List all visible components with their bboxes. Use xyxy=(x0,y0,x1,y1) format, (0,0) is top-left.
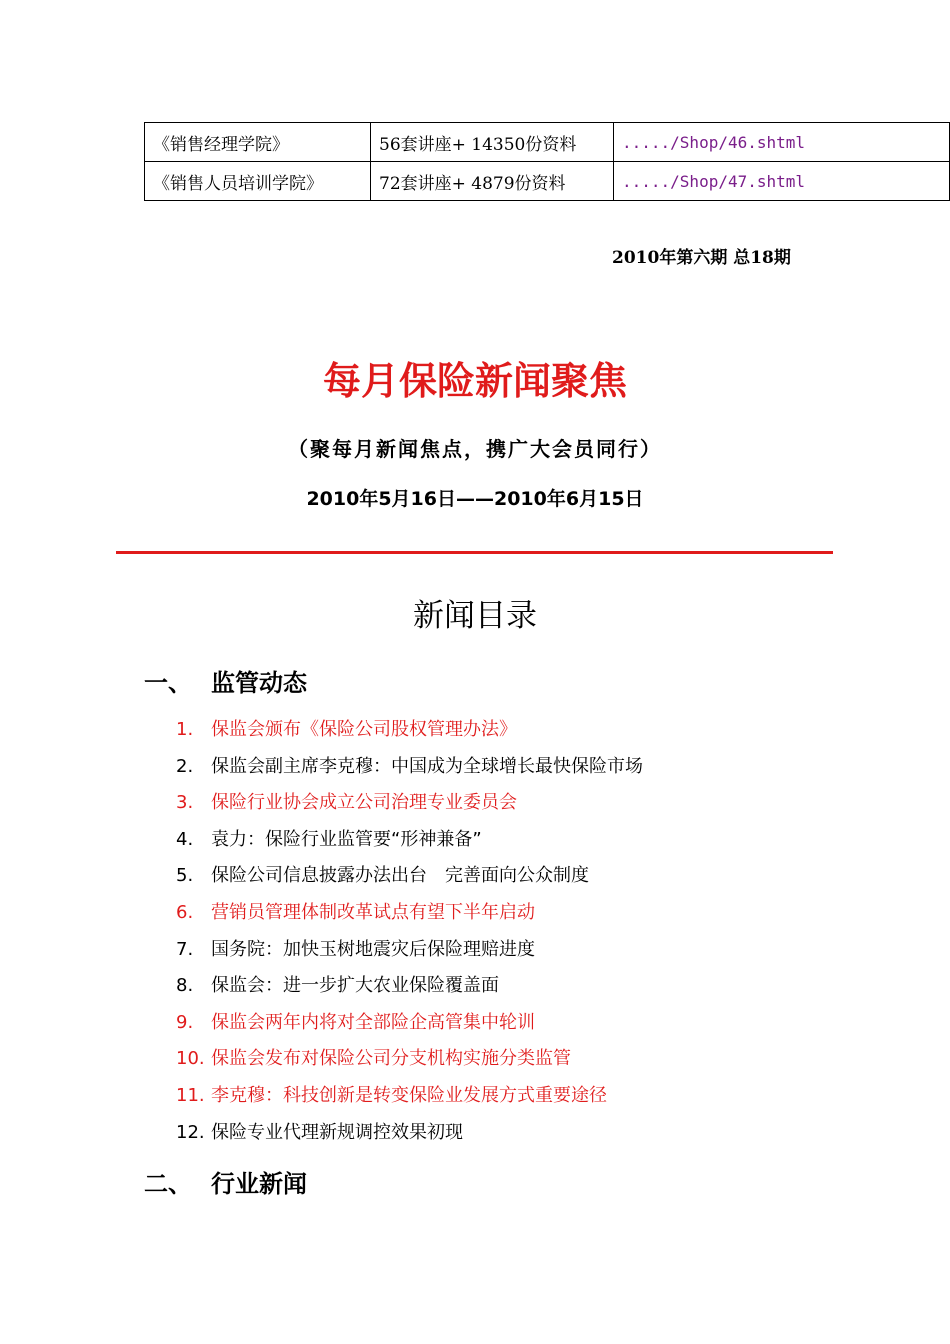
list-item-number: 6. xyxy=(176,901,194,923)
list-item-number: 5. xyxy=(176,865,194,887)
list-item-text: 保监会发布对保险公司分支机构实施分类监管 xyxy=(211,1048,571,1070)
list-item[interactable] xyxy=(176,749,643,786)
list-item-text: 保监会副主席李克穆：中国成为全球增长最快保险市场 xyxy=(211,755,643,777)
table-row xyxy=(145,123,950,162)
date-range: 2010年5月16日——2010年6月15日 xyxy=(306,488,644,510)
list-item[interactable] xyxy=(176,932,643,969)
list-item-text: 保监会颁布《保险公司股权管理办法》 xyxy=(211,719,517,740)
section-number: 一、 xyxy=(144,669,192,697)
list-item[interactable] xyxy=(176,1115,643,1152)
list-item-number: 1. xyxy=(176,719,194,740)
list-item-text: 保险专业代理新规调控效果初现 xyxy=(211,1121,463,1143)
list-item[interactable] xyxy=(176,1078,643,1115)
list-item[interactable] xyxy=(176,968,643,1005)
list-item-text: 营销员管理体制改革试点有望下半年启动 xyxy=(211,901,535,923)
resource-content: 56套讲座+ 14350份资料 xyxy=(371,123,614,162)
list-item-text: 袁力：保险行业监管要“形神兼备” xyxy=(211,828,482,850)
list-item-text: 保监会两年内将对全部险企高管集中轮训 xyxy=(211,1011,535,1033)
list-item-number: 8. xyxy=(176,975,194,997)
list-item-number: 7. xyxy=(176,938,194,960)
resource-name: 《销售经理学院》 xyxy=(145,123,371,162)
list-item-text: 保险行业协会成立公司治理专业委员会 xyxy=(211,792,517,814)
list-item-text: 保监会：进一步扩大农业保险覆盖面 xyxy=(211,975,499,997)
subtitle: （聚每月新闻焦点，携广大会员同行） xyxy=(288,437,662,461)
issue-line: 2010年第六期 总18期 xyxy=(612,248,791,268)
resource-table xyxy=(144,122,950,201)
list-item[interactable] xyxy=(176,1041,643,1078)
list-item[interactable] xyxy=(176,1005,643,1042)
list-item[interactable] xyxy=(176,895,643,932)
list-item-number: 2. xyxy=(176,755,194,777)
list-item-number: 3. xyxy=(176,792,194,814)
list-item-number: 11. xyxy=(176,1084,205,1106)
list-item-number: 10. xyxy=(176,1048,205,1070)
section-number: 二、 xyxy=(144,1170,192,1198)
section-heading xyxy=(144,1164,307,1199)
section-heading xyxy=(144,663,307,698)
list-item[interactable] xyxy=(176,785,643,822)
list-item-text: 保险公司信息披露办法出台 完善面向公众制度 xyxy=(211,865,589,887)
list-item[interactable] xyxy=(176,822,643,859)
section-label: 监管动态 xyxy=(211,669,307,697)
resource-content: 72套讲座+ 4879份资料 xyxy=(371,162,614,201)
list-item-number: 4. xyxy=(176,828,194,850)
resource-link[interactable]: ...../Shop/47.shtml xyxy=(614,162,950,201)
list-item[interactable] xyxy=(176,858,643,895)
list-item-text: 李克穆：科技创新是转变保险业发展方式重要途径 xyxy=(211,1084,607,1106)
resource-link[interactable]: ...../Shop/46.shtml xyxy=(614,123,950,162)
news-list xyxy=(176,712,643,1151)
list-item-number: 9. xyxy=(176,1011,194,1033)
divider-line xyxy=(116,551,833,554)
list-item-text: 国务院：加快玉树地震灾后保险理赔进度 xyxy=(211,938,535,960)
table-row xyxy=(145,162,950,201)
list-item-number: 12. xyxy=(176,1121,205,1143)
toc-title: 新闻目录 xyxy=(413,598,537,634)
resource-name: 《销售人员培训学院》 xyxy=(145,162,371,201)
page-title: 每月保险新闻聚焦 xyxy=(322,359,627,403)
section-label: 行业新闻 xyxy=(211,1170,307,1198)
list-item[interactable] xyxy=(176,712,643,749)
